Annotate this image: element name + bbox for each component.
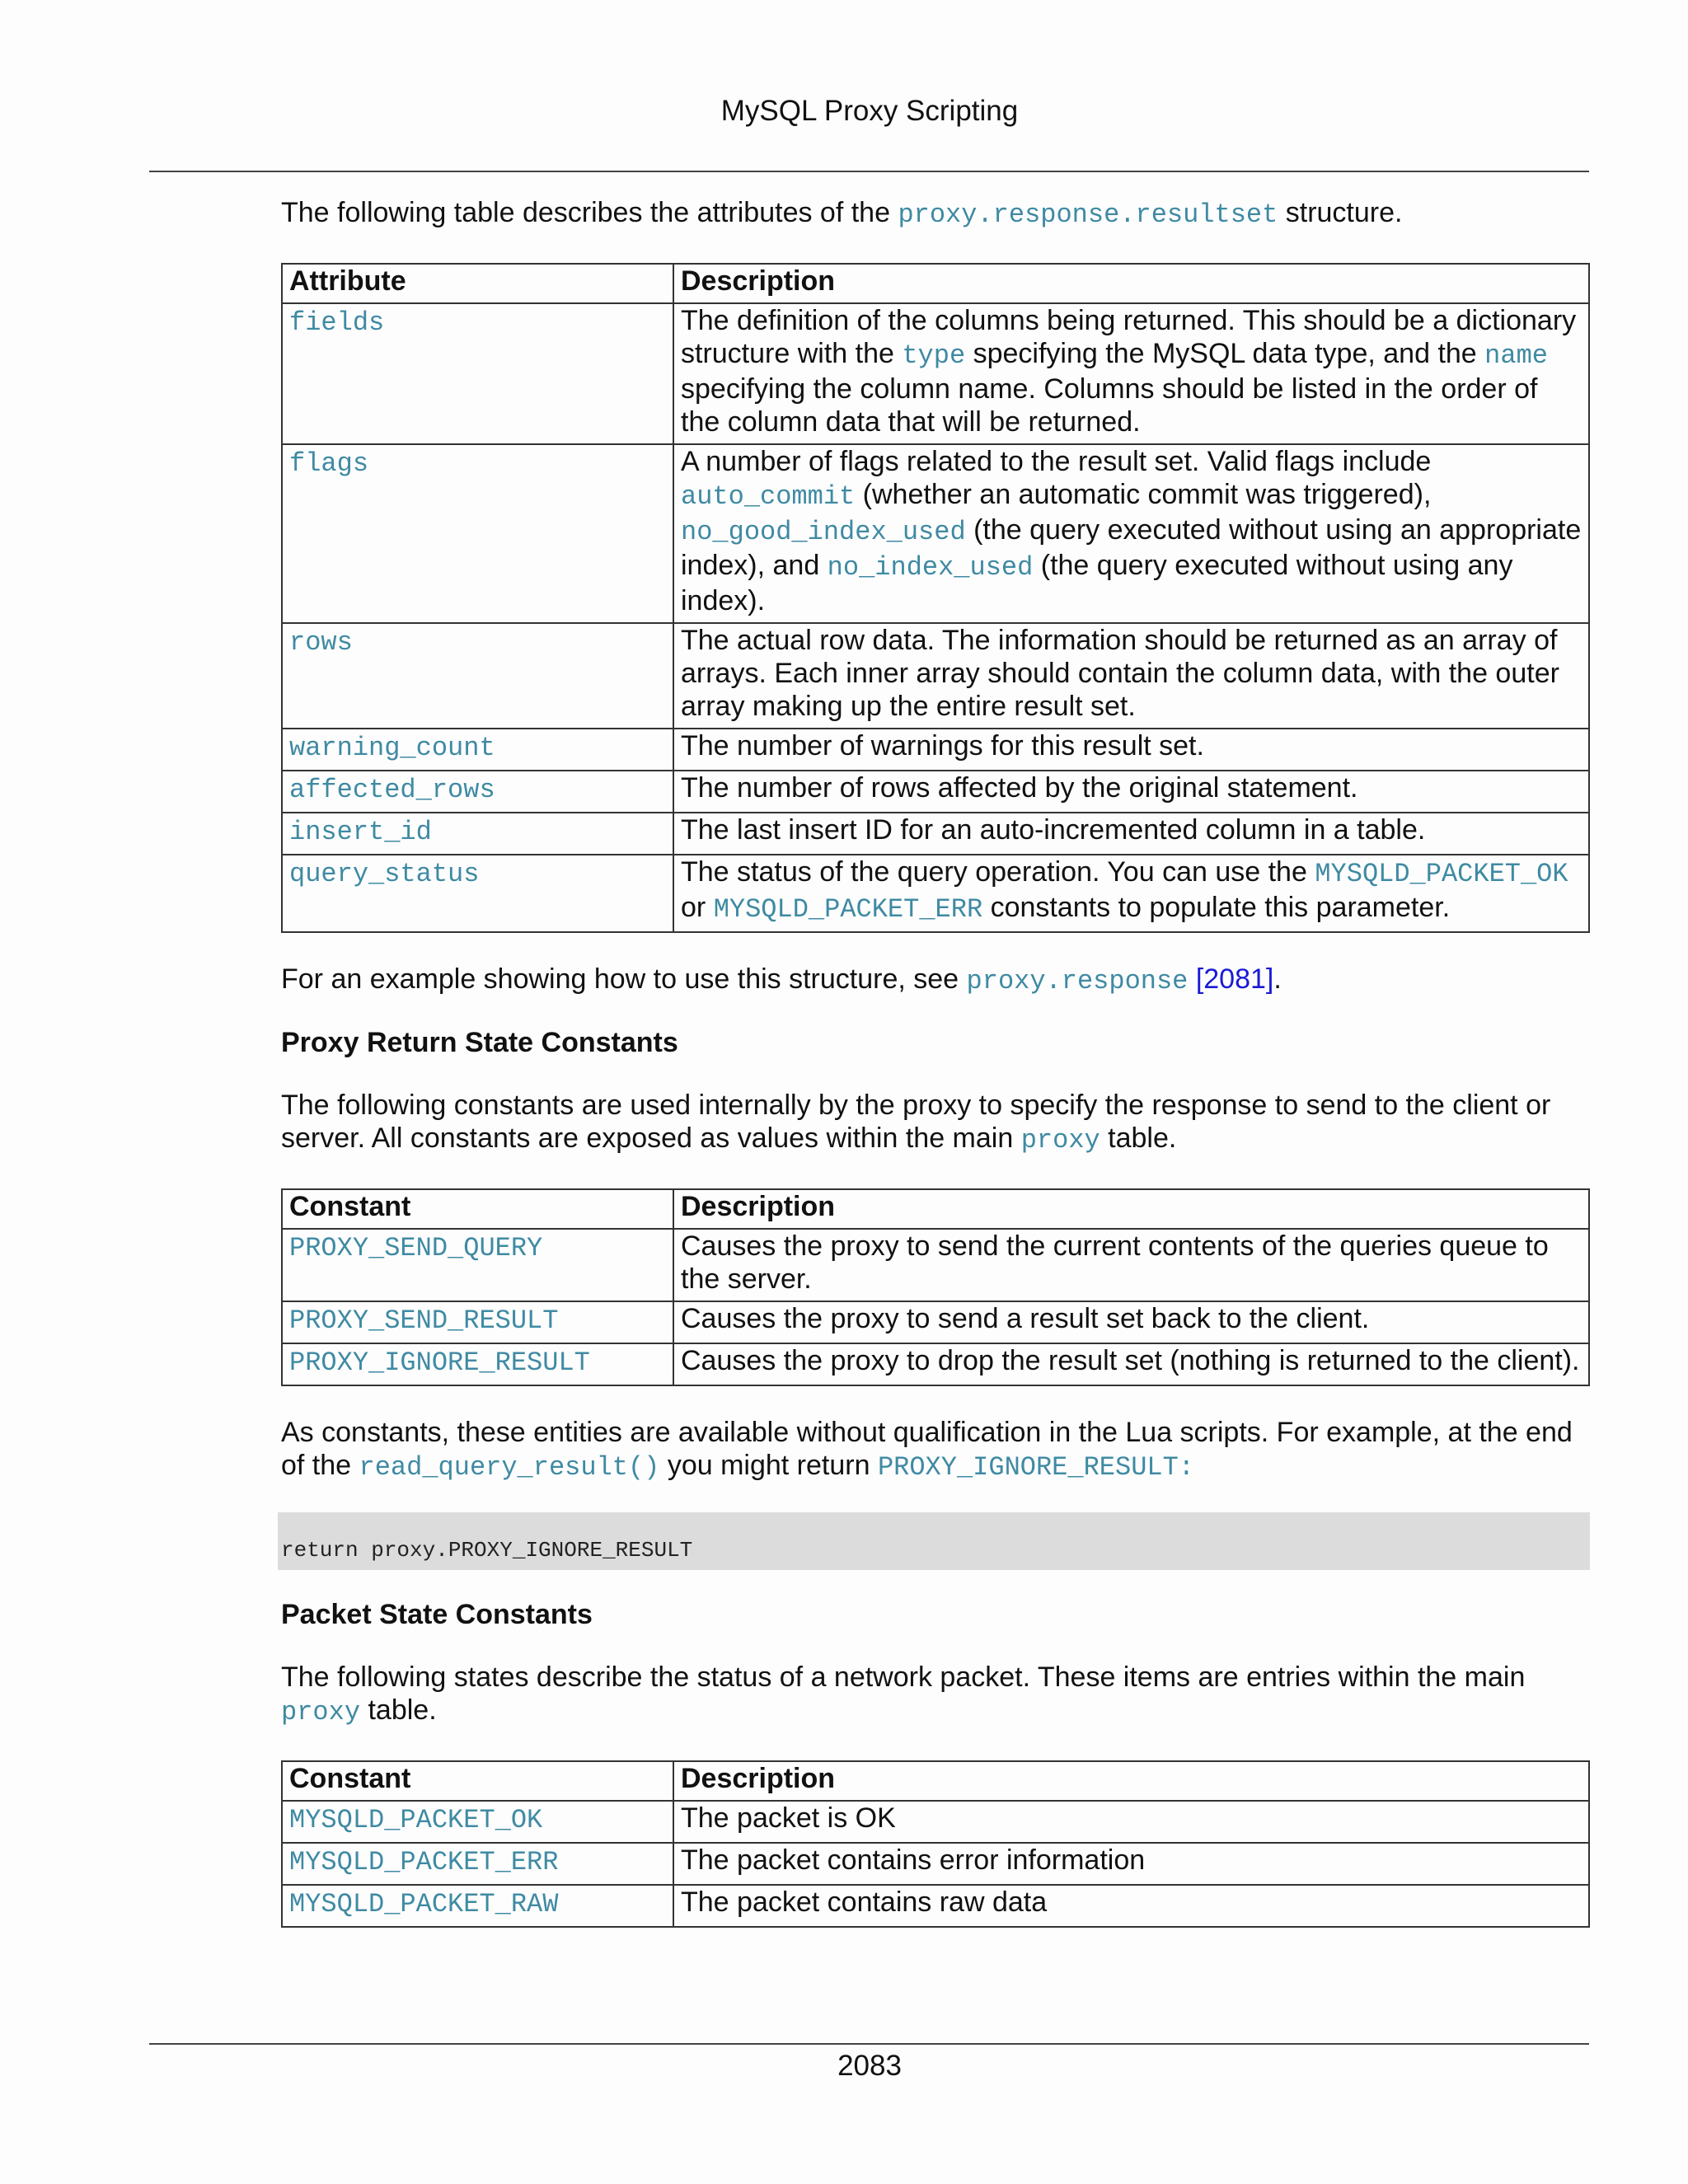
intro-text: The following states describe the status of a network packet. These items are entries within the main [281,1661,1526,1693]
table-row [282,1229,1589,1301]
attribute-name: query_status [289,859,480,889]
description-text: (whether an automatic commit was triggered), [855,479,1432,510]
note-text: As constants, these entities are available without qualification in the Lua scripts. For example, at the end of the [281,1417,1573,1481]
table-row [282,1843,1589,1885]
table-header-row [282,264,1589,303]
inline-code: type [902,340,966,371]
return-state-intro [281,1089,1590,1157]
description-cell [673,1301,1589,1343]
inline-code: no_index_used [827,552,1034,583]
description-text: The status of the query operation. You can use the [681,856,1315,888]
inline-code: MYSQLD_PACKET_ERR [713,894,983,925]
column-header: Attribute [282,264,673,303]
section-heading-return-state: Proxy Return State Constants [281,1027,678,1058]
column-header: Constant [282,1189,673,1229]
attribute-cell [282,855,673,932]
attribute-cell [282,303,673,444]
note-text-mid: you might return [659,1450,878,1481]
table-row [282,855,1589,932]
intro-code: proxy [1020,1125,1100,1155]
resultset-intro [281,196,1590,232]
constants-usage-note [281,1416,1590,1484]
table-row [282,729,1589,771]
return-state-constants-table [281,1188,1590,1386]
description-cell [673,1229,1589,1301]
code-example [278,1512,1590,1570]
table-row [282,623,1589,729]
table-row [282,303,1589,444]
example-reference [281,963,1590,998]
description-text: The packet contains raw data [681,1886,1048,1918]
description-cell [673,303,1589,444]
column-header: Description [673,264,1589,303]
attribute-name: MYSQLD_PACKET_ERR [289,1847,559,1877]
table-row [282,1343,1589,1385]
example-text: For an example showing how to use this structure, see [281,963,967,995]
description-text: The packet is OK [681,1802,896,1834]
description-cell [673,729,1589,771]
description-text: Causes the proxy to send a result set back to the client. [681,1303,1370,1334]
attribute-cell [282,729,673,771]
intro-code: proxy [281,1697,361,1727]
attribute-cell [282,1229,673,1301]
description-text: specifying the column name. Columns should be listed in the order of the column data that will be returned. [681,373,1538,438]
attribute-name: affected_rows [289,775,495,805]
table-header-row [282,1761,1589,1801]
description-text: The actual row data. The information should be returned as an array of arrays. Each inner array should contain the column data, with the outer array making up the entire result set. [681,625,1559,722]
inline-code: no_good_index_used [681,517,966,547]
description-text: Causes the proxy to send the current contents of the queries queue to the server. [681,1230,1549,1295]
attribute-name: insert_id [289,817,432,847]
resultset-attributes-table [281,263,1590,933]
table-row [282,444,1589,623]
description-text: A number of flags related to the result set. Valid flags include [681,446,1432,477]
description-cell [673,855,1589,932]
example-text-end: . [1273,963,1282,995]
attribute-cell [282,1301,673,1343]
description-text: (the query executed without using an appropriate index), and [681,514,1582,581]
description-text: The last insert ID for an auto-incremented column in a table. [681,814,1426,846]
description-text: Causes the proxy to drop the result set (nothing is returned to the client). [681,1345,1580,1376]
description-text: The packet contains error information [681,1844,1146,1876]
note-code: PROXY_IGNORE_RESULT: [877,1452,1194,1483]
attribute-name: warning_count [289,733,495,763]
description-text: The definition of the columns being returned. This should be a dictionary structure with the [681,305,1577,369]
description-text: (the query executed without using any index). [681,550,1513,616]
attribute-cell [282,771,673,813]
table-header-row [282,1189,1589,1229]
inline-code: MYSQLD_PACKET_OK [1315,859,1568,889]
attribute-name: PROXY_SEND_QUERY [289,1233,543,1263]
attribute-name: PROXY_IGNORE_RESULT [289,1347,590,1378]
attribute-cell [282,813,673,855]
description-text: The number of warnings for this result set. [681,730,1204,762]
column-header: Constant [282,1761,673,1801]
description-text: The number of rows affected by the original statement. [681,772,1358,804]
description-cell [673,1343,1589,1385]
page-header: MySQL Proxy Scripting [720,95,1019,127]
inline-code: name [1484,340,1548,371]
table-row [282,1301,1589,1343]
intro-text-end: structure. [1278,197,1403,228]
attribute-cell [282,1801,673,1843]
inline-code: auto_commit [681,481,856,512]
attribute-name: rows [289,627,353,658]
column-header: Description [673,1189,1589,1229]
attribute-cell [282,1343,673,1385]
intro-text-end: table. [360,1694,437,1726]
attribute-cell [282,623,673,729]
intro-code: proxy.response.resultset [898,199,1278,230]
table-row [282,771,1589,813]
description-text: or [681,892,714,923]
description-cell [673,771,1589,813]
packet-state-intro [281,1661,1590,1729]
description-cell [673,1885,1589,1927]
attribute-name: MYSQLD_PACKET_OK [289,1805,543,1835]
intro-text-end: table. [1100,1122,1177,1154]
description-cell [673,813,1589,855]
attribute-cell [282,1885,673,1927]
description-cell [673,444,1589,623]
table-row [282,1801,1589,1843]
footer-rule [149,2043,1589,2045]
attribute-name: flags [289,448,369,479]
code-line: return proxy.PROXY_IGNORE_RESULT [281,1538,693,1563]
description-cell [673,1801,1589,1843]
column-header: Description [673,1761,1589,1801]
section-heading-packet-state: Packet State Constants [281,1599,593,1630]
intro-text: The following constants are used internally by the proxy to specify the response to send to the client or server. All constants are exposed as values within the main [281,1090,1551,1154]
description-text: specifying the MySQL data type, and the [965,338,1485,369]
table-row [282,813,1589,855]
attribute-name: PROXY_SEND_RESULT [289,1305,559,1336]
intro-text: The following table describes the attributes of the [281,197,898,228]
description-cell [673,1843,1589,1885]
example-code: proxy.response [966,966,1189,996]
header-rule [149,171,1589,172]
attribute-name: fields [289,307,385,338]
page-content [281,196,1590,1928]
note-code: read_query_result() [359,1452,660,1483]
packet-state-constants-table [281,1760,1590,1928]
page-reference-link[interactable]: [2081] [1195,963,1274,995]
description-cell [673,623,1589,729]
page-number: 2083 [837,2050,902,2082]
attribute-cell [282,444,673,623]
description-text: constants to populate this parameter. [982,892,1451,923]
attribute-cell [282,1843,673,1885]
attribute-name: MYSQLD_PACKET_RAW [289,1889,559,1919]
table-row [282,1885,1589,1927]
